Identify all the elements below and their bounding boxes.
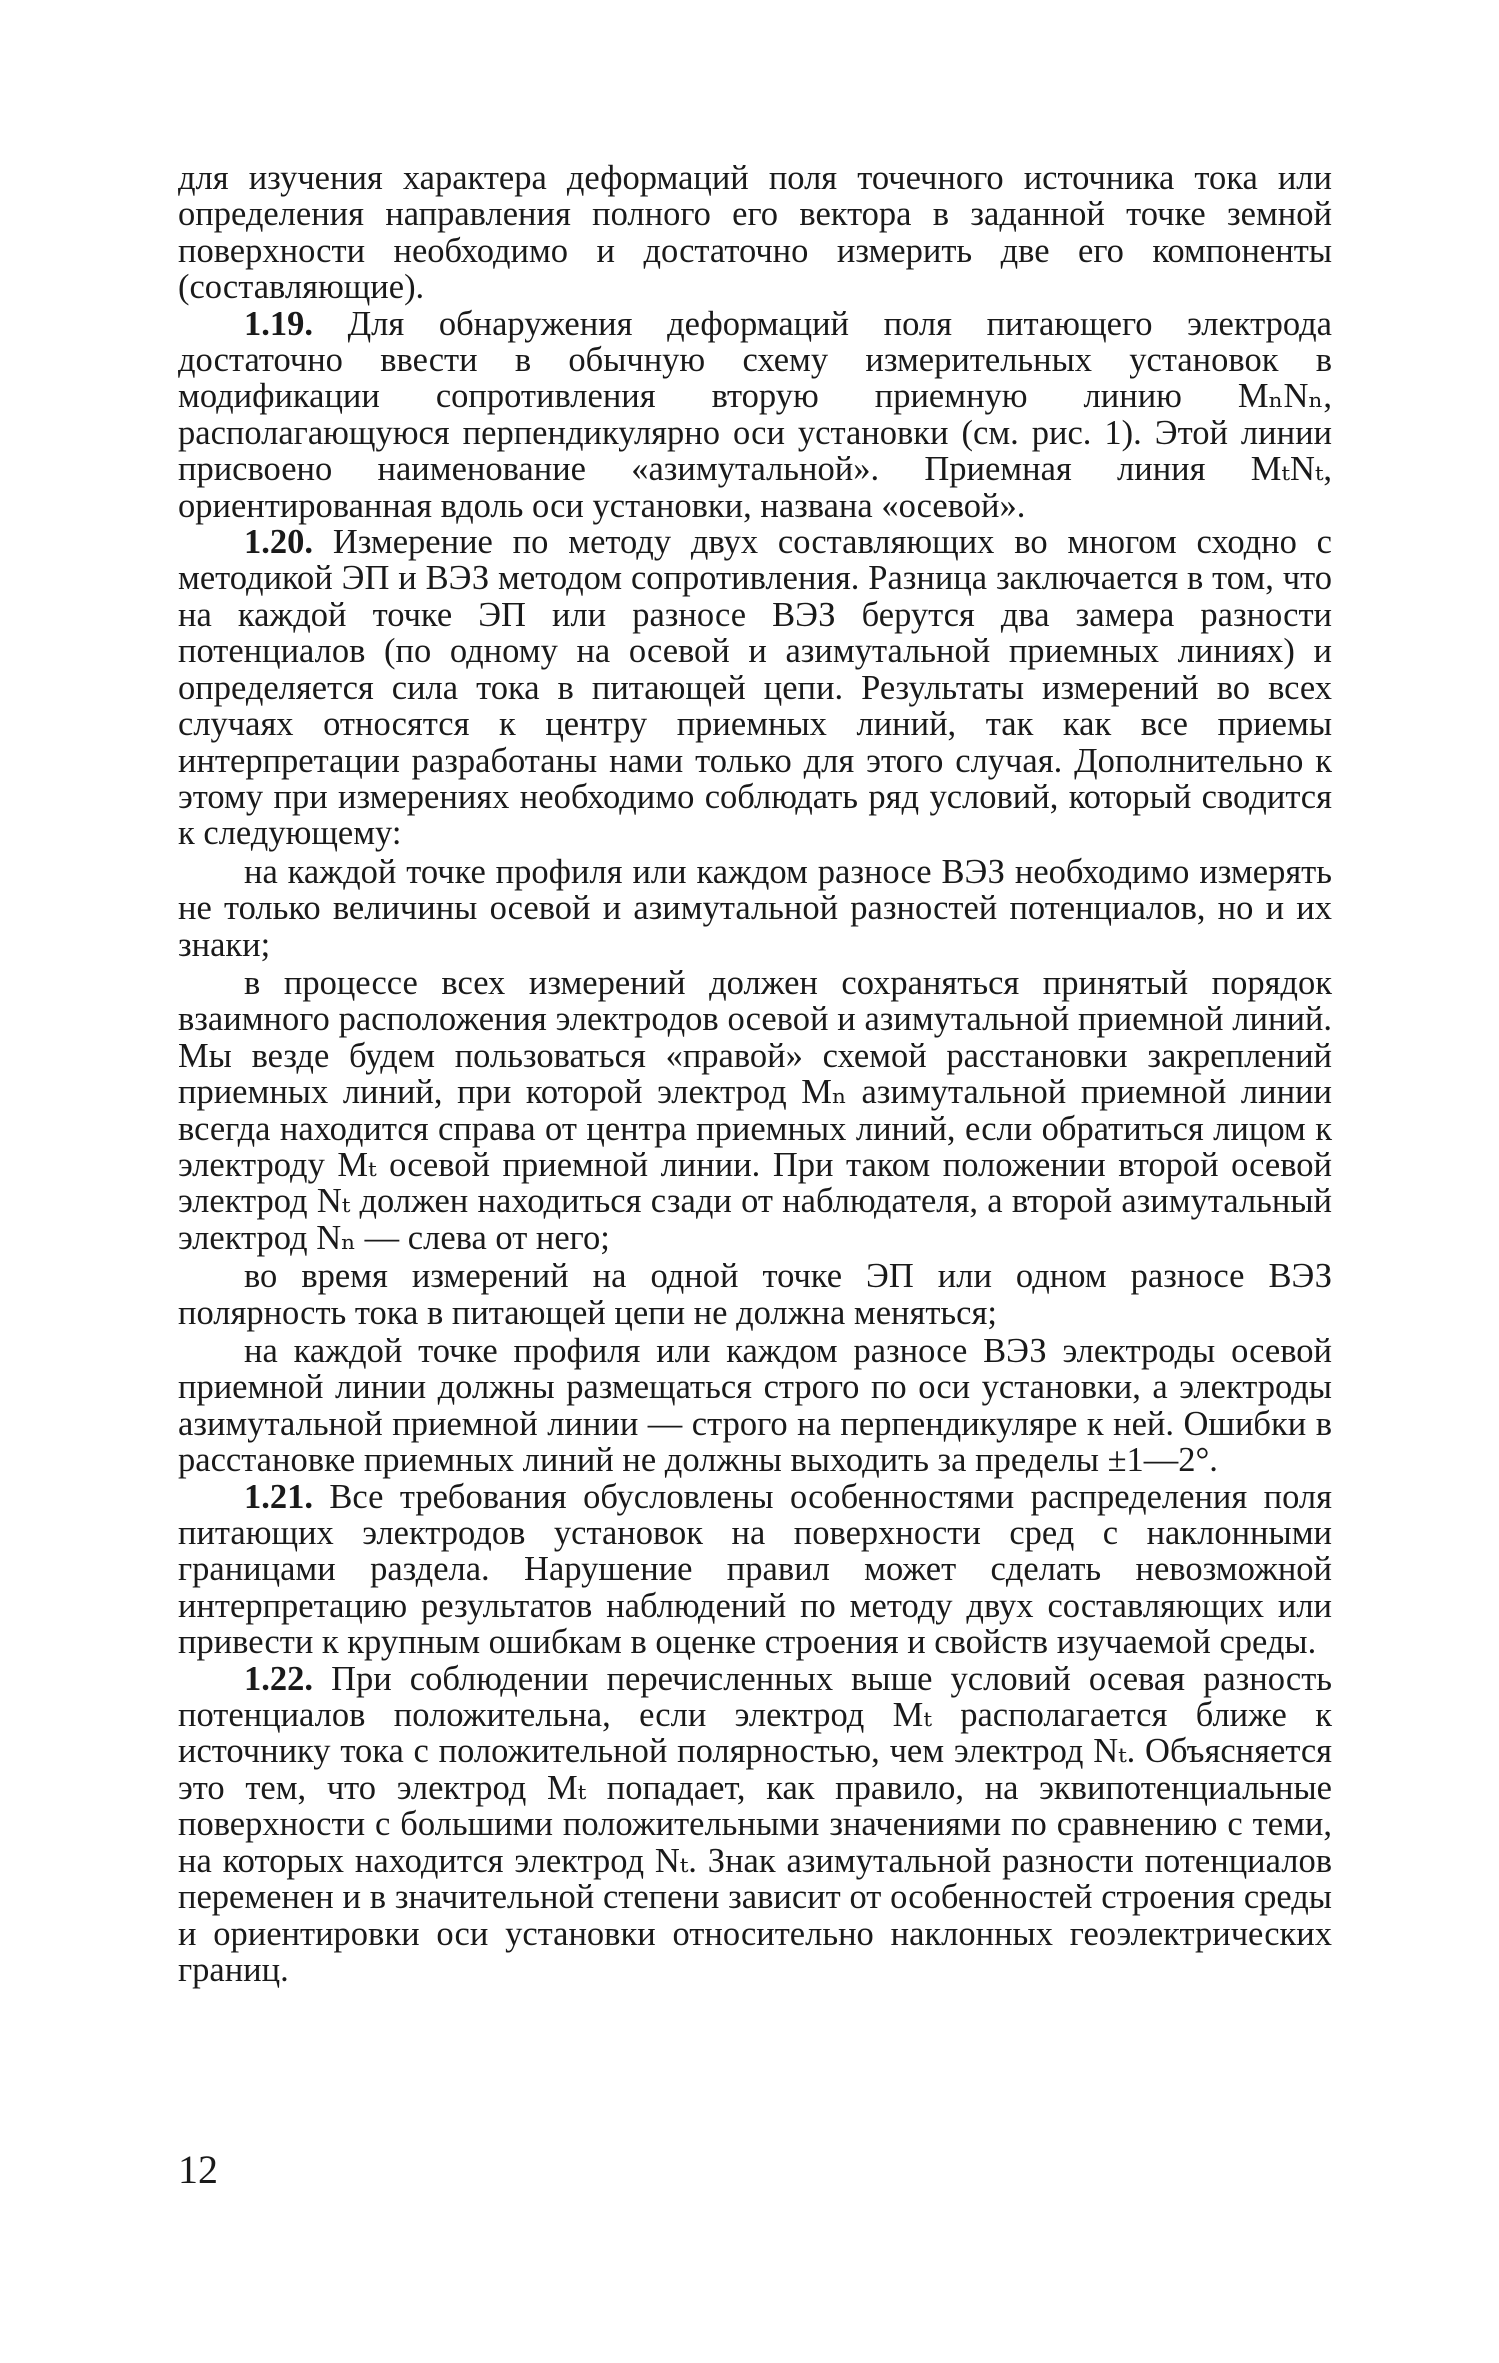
page-number: 12 xyxy=(178,2147,218,2192)
paragraph-text: Для обнаружения деформаций поля питающего электрода достаточно ввести в обычную схему измерительных установок в модификации сопротивления вторую приемную линию MₙNₙ, располагающуюся перпендикулярно оси установки (см. рис. 1). Этой линии присвоено наименование «азимутальной». Приемная линия MₜNₜ, ориентированная вдоль оси установки, названа «осевой». xyxy=(178,304,1332,525)
paragraph-text: на каждой точке профиля или каждом разносе ВЭЗ электроды осевой приемной линии должны размещаться строго по оси установки, а электроды азимутальной приемной линии — строго на перпендикуляре к ней. Ошибки в расстановке приемных линий не должны выходить за пределы ±1—2°. xyxy=(178,1332,1332,1480)
condition-item-4 xyxy=(178,1333,1332,1479)
paragraph-1-19 xyxy=(178,306,1332,524)
condition-item-2 xyxy=(178,965,1332,1256)
section-number: 1.19. xyxy=(244,304,313,343)
paragraph-text: в процессе всех измерений должен сохраняться принятый порядок взаимного расположения электродов осевой и азимутальной приемной линий. Мы везде будем пользоваться «правой» схемой расстановки закреплений приемных линий, при которой электрод Mₙ азимутальной приемной линии всегда находится справа от центра приемных линий, если обратиться лицом к электроду Mₜ осевой приемной линии. При таком положении второй осевой электрод Nₜ должен находиться сзади от наблюдателя, а второй азимутальный электрод Nₙ — слева от него; xyxy=(178,963,1332,1257)
section-number: 1.22. xyxy=(244,1659,313,1698)
paragraph-text: на каждой точке профиля или каждом разносе ВЭЗ необходимо измерять не только величины осевой и азимутальной разностей потенциалов, но и их знаки; xyxy=(178,852,1332,964)
condition-item-3 xyxy=(178,1258,1332,1331)
section-number: 1.21. xyxy=(244,1477,313,1516)
page-body xyxy=(178,160,1332,1988)
paragraph-text: Все требования обусловлены особенностями распределения поля питающих электродов установок на поверхности сред с наклонными границами раздела. Нарушение правил может сделать невозможной интерпретацию результатов наблюдений по методу двух составляющих или привести к крупным ошибкам в оценке строения и свойств изучаемой среды. xyxy=(178,1477,1332,1662)
paragraph-intro xyxy=(178,160,1332,306)
paragraph-text: для изучения характера деформаций поля точечного источника тока или определения направления полного его вектора в заданной точке земной поверхности необходимо и достаточно измерить две его компоненты (составляющие). xyxy=(178,159,1332,307)
section-number: 1.20. xyxy=(244,523,313,562)
paragraph-text: Измерение по методу двух составляющих во многом сходно с методикой ЭП и ВЭЗ методом сопротивления. Разница заключается в том, что на каждой точке ЭП или разносе ВЭЗ берутся два замера разности потенциалов (по одному на осевой и азимутальной приемных линиях) и определяется сила тока в питающей цепи. Результаты измерений во всех случаях относятся к центру приемных линий, так как все приемы интерпретации разработаны нами только для этого случая. Дополнительно к этому при измерениях необходимо соблюдать ряд условий, который сводится к следующему: xyxy=(178,523,1332,853)
paragraph-1-20 xyxy=(178,524,1332,852)
paragraph-1-21 xyxy=(178,1479,1332,1661)
paragraph-1-22 xyxy=(178,1661,1332,1989)
paragraph-text: во время измерений на одной точке ЭП или одном разносе ВЭЗ полярность тока в питающей цепи не должна меняться; xyxy=(178,1257,1332,1332)
paragraph-text: При соблюдении перечисленных выше условий осевая разность потенциалов положительна, если электрод Mₜ располагается ближе к источнику тока с положительной полярностью, чем электрод Nₜ. Объясняется это тем, что электрод Mₜ попадает, как правило, на эквипотенциальные поверхности с большими положительными значениями по сравнению с теми, на которых находится электрод Nₜ. Знак азимутальной разности потенциалов переменен и в значительной степени зависит от особенностей строения среды и ориентировки оси установки относительно наклонных геоэлектрических границ. xyxy=(178,1659,1332,1989)
condition-item-1 xyxy=(178,854,1332,963)
